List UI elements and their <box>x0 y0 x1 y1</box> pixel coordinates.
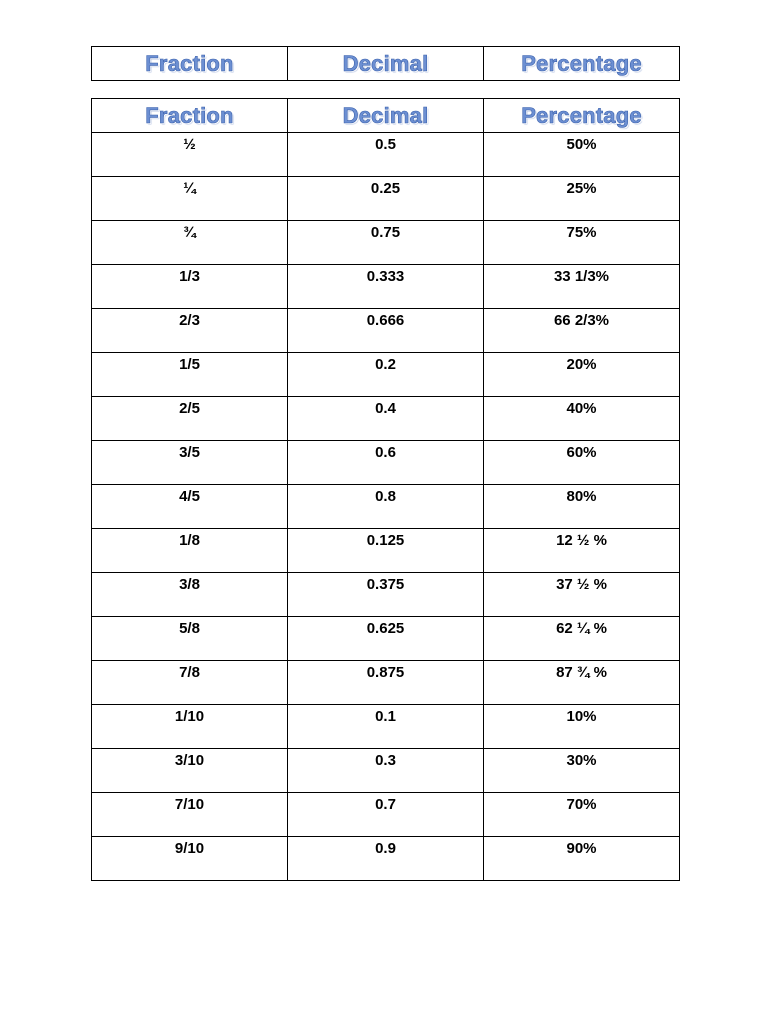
cell-fraction: 2/5 <box>92 397 288 441</box>
cell-fraction: 1/8 <box>92 529 288 573</box>
table-body <box>92 133 680 881</box>
cell-percentage: 62 ¼ % <box>484 617 680 661</box>
cell-fraction: 5/8 <box>92 617 288 661</box>
column-header-decimal <box>288 99 484 133</box>
cell-percentage: 33 1/3% <box>484 265 680 309</box>
cell-decimal: 0.333 <box>288 265 484 309</box>
cell-decimal: 0.1 <box>288 705 484 749</box>
table-row <box>92 485 680 529</box>
cell-percentage: 40% <box>484 397 680 441</box>
header-fraction-label: Fraction <box>145 50 234 76</box>
cell-fraction: 7/10 <box>92 793 288 837</box>
cell-fraction: 7/8 <box>92 661 288 705</box>
cell-decimal: 0.8 <box>288 485 484 529</box>
header-table <box>91 46 680 81</box>
cell-decimal: 0.666 <box>288 309 484 353</box>
cell-percentage: 90% <box>484 837 680 881</box>
cell-decimal: 0.2 <box>288 353 484 397</box>
cell-decimal: 0.375 <box>288 573 484 617</box>
conversion-table <box>91 98 680 881</box>
cell-percentage: 87 ¾ % <box>484 661 680 705</box>
cell-fraction: 4/5 <box>92 485 288 529</box>
column-header-percentage-label: Percentage <box>521 102 642 128</box>
column-header-percentage <box>484 99 680 133</box>
cell-decimal: 0.4 <box>288 397 484 441</box>
cell-decimal: 0.75 <box>288 221 484 265</box>
cell-decimal: 0.25 <box>288 177 484 221</box>
cell-fraction: 1/3 <box>92 265 288 309</box>
cell-decimal: 0.125 <box>288 529 484 573</box>
table-row <box>92 705 680 749</box>
cell-fraction: ½ <box>92 133 288 177</box>
cell-percentage: 66 2/3% <box>484 309 680 353</box>
cell-decimal: 0.3 <box>288 749 484 793</box>
table-row <box>92 573 680 617</box>
cell-fraction: 1/5 <box>92 353 288 397</box>
table-row <box>92 265 680 309</box>
cell-decimal: 0.625 <box>288 617 484 661</box>
cell-fraction: ¾ <box>92 221 288 265</box>
cell-fraction: 3/8 <box>92 573 288 617</box>
cell-decimal: 0.7 <box>288 793 484 837</box>
cell-fraction: 2/3 <box>92 309 288 353</box>
cell-percentage: 12 ½ % <box>484 529 680 573</box>
cell-percentage: 75% <box>484 221 680 265</box>
cell-percentage: 70% <box>484 793 680 837</box>
table-row <box>92 661 680 705</box>
cell-percentage: 10% <box>484 705 680 749</box>
cell-percentage: 60% <box>484 441 680 485</box>
header-cell-percentage <box>484 47 680 81</box>
cell-decimal: 0.5 <box>288 133 484 177</box>
cell-percentage: 37 ½ % <box>484 573 680 617</box>
table-row <box>92 221 680 265</box>
header-cell-fraction <box>92 47 288 81</box>
table-row <box>92 837 680 881</box>
table-row <box>92 177 680 221</box>
table-row <box>92 441 680 485</box>
column-header-decimal-label: Decimal <box>342 102 429 128</box>
header-percentage-label: Percentage <box>521 50 642 76</box>
cell-percentage: 30% <box>484 749 680 793</box>
table-row <box>92 133 680 177</box>
table-row <box>92 749 680 793</box>
cell-percentage: 50% <box>484 133 680 177</box>
cell-decimal: 0.6 <box>288 441 484 485</box>
table-row <box>92 617 680 661</box>
cell-fraction: 3/10 <box>92 749 288 793</box>
cell-percentage: 80% <box>484 485 680 529</box>
header-row <box>92 47 680 81</box>
cell-decimal: 0.875 <box>288 661 484 705</box>
header-cell-decimal <box>288 47 484 81</box>
cell-fraction: ¼ <box>92 177 288 221</box>
cell-fraction: 1/10 <box>92 705 288 749</box>
column-header-fraction-label: Fraction <box>145 102 234 128</box>
cell-fraction: 3/5 <box>92 441 288 485</box>
table-row <box>92 353 680 397</box>
cell-percentage: 20% <box>484 353 680 397</box>
table-row <box>92 309 680 353</box>
cell-fraction: 9/10 <box>92 837 288 881</box>
table-row <box>92 529 680 573</box>
column-header-fraction <box>92 99 288 133</box>
table-header-row <box>92 99 680 133</box>
table-row <box>92 397 680 441</box>
table-row <box>92 793 680 837</box>
header-decimal-label: Decimal <box>342 50 429 76</box>
cell-decimal: 0.9 <box>288 837 484 881</box>
cell-percentage: 25% <box>484 177 680 221</box>
